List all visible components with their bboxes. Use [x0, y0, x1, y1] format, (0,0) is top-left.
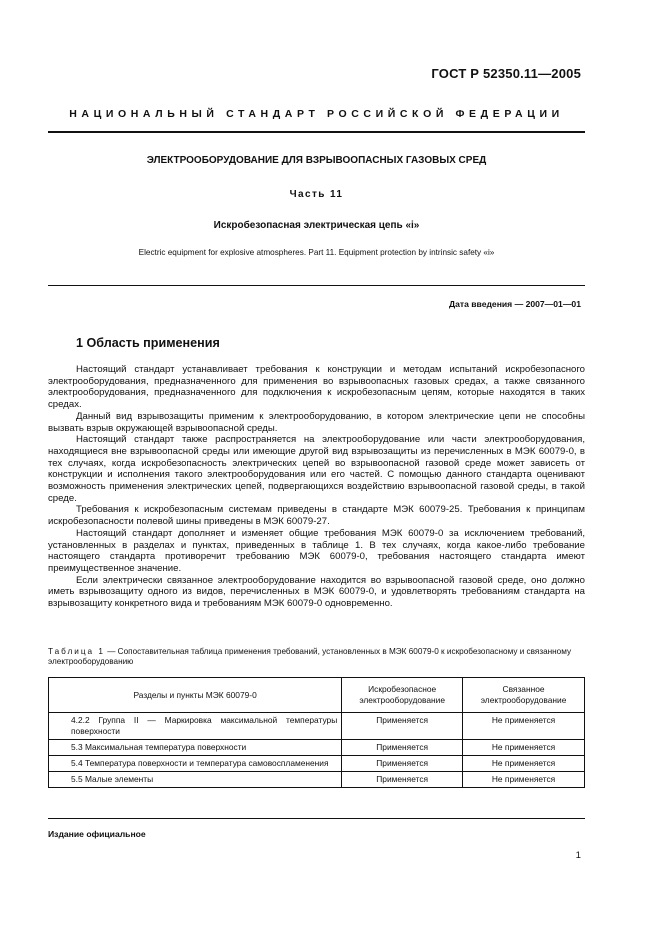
section-body	[48, 364, 585, 610]
paragraph: Настоящий стандарт устанавливает требования к конструкции и методам испытаний искробезопасного электрооборудования, предназначенного для применения во взрывоопасных газовых средах, а также связанного электрооборудования, предназначенного для подключения к искробезопасным цепям, которые находятся в таких средах.	[48, 364, 585, 411]
national-standard-banner: НАЦИОНАЛЬНЫЙ СТАНДАРТ РОССИЙСКОЙ ФЕДЕРАЦИИ	[69, 108, 564, 120]
comparison-table	[48, 677, 585, 788]
table-cell: Применяется	[342, 756, 463, 772]
table-cell-text: 5.4 Температура поверхности и температура самовоспламенения	[71, 758, 329, 768]
top-rule	[48, 131, 585, 133]
table-cell: Применяется	[342, 740, 463, 756]
table-cell: Не применяется	[463, 772, 585, 788]
table-cell-text: 5.3 Максимальная температура поверхности	[71, 742, 247, 752]
english-title: Electric equipment for explosive atmospheres. Part 11. Equipment protection by intrinsic safety «i»	[138, 248, 495, 257]
table-caption	[48, 647, 585, 668]
table-cell	[49, 772, 342, 788]
table-row	[49, 772, 585, 788]
table-row	[49, 713, 585, 740]
table-cell	[49, 756, 342, 772]
introduction-date: Дата введения — 2007—01—01	[448, 299, 581, 309]
table-header-cell: Связанное электрооборудование	[463, 678, 585, 713]
table-header-cell: Искробезопасное электрооборудование	[342, 678, 463, 713]
document-title: ЭЛЕКТРООБОРУДОВАНИЕ ДЛЯ ВЗРЫВООПАСНЫХ ГАЗОВЫХ СРЕД	[146, 155, 487, 166]
footer-rule	[48, 818, 585, 819]
title-rule	[48, 285, 585, 286]
table-caption-label: Таблица 1	[48, 647, 105, 656]
paragraph: Настоящий стандарт также распространяется на электрооборудование или части электрооборудования, находящиеся вне взрывоопасной среды или имеющие другой вид взрывозащиты из перечисленных в МЭК 60079-0, в тех случаях, когда искробезопасность электрических цепей во взрывоопасной газовой среде может зависеть от конструкции и исполнения такого электрооборудования или его частей. С помощью данного стандарта оценивают возможность применения электрических цепей, подвергающихся воздействию взрывоопасной газовой среды, в такой среде.	[48, 434, 585, 504]
table-header-row	[49, 678, 585, 713]
part-number: Часть 11	[289, 189, 344, 200]
paragraph: Настоящий стандарт дополняет и изменяет общие требования МЭК 60079-0 за исключением требований, установленных в разделах и пунктах, приведенных в таблице 1. В тех случаях, когда какое-либо требование настоящего стандарта противоречит требованию МЭК 60079-0, требования настоящего стандарта имеют преимущественное значение.	[48, 527, 585, 574]
paragraph: Если электрически связанное электрооборудование находится во взрывоопасной газовой среде, оно должно иметь взрывозащиту одного из видов, перечисленных в МЭК 60079-0, и удовлетворять требованиям стандарта на взрывозащиту конкретного вида и требованиям МЭК 60079-0 одновременно.	[48, 574, 585, 610]
table-header-cell: Разделы и пункты МЭК 60079-0	[49, 678, 342, 713]
table-cell-text: 4.2.2 Группа II — Маркировка максимальной температуры поверхности	[71, 715, 338, 736]
official-edition-note: Издание официальное	[48, 829, 146, 839]
table-cell: Не применяется	[463, 713, 585, 740]
paragraph: Данный вид взрывозащиты применим к электрооборудованию, в котором электрические цепи не способны вызвать взрыв окружающей взрывоопасной среды.	[48, 410, 585, 434]
table-caption-text: — Сопоставительная таблица применения требований, установленных в МЭК 60079-0 к искробезопасному и связанному электрооборудованию	[48, 647, 572, 667]
table-cell: Применяется	[342, 713, 463, 740]
table-cell	[49, 713, 342, 740]
paragraph: Требования к искробезопасным системам приведены в стандарте МЭК 60079-25. Требования к принципам искробезопасности полевой шины приведены в МЭК 60079-27.	[48, 504, 585, 528]
table-cell	[49, 740, 342, 756]
page-number: 1	[575, 850, 581, 861]
table-cell: Не применяется	[463, 740, 585, 756]
document-code: ГОСТ Р 52350.11—2005	[431, 66, 581, 81]
table-row	[49, 756, 585, 772]
table-cell: Не применяется	[463, 756, 585, 772]
document-subtitle: Искробезопасная электрическая цепь «i»	[213, 220, 420, 231]
table-row	[49, 740, 585, 756]
section-heading: 1 Область применения	[76, 336, 220, 350]
table-cell-text: 5.5 Малые элементы	[71, 774, 154, 784]
table-cell: Применяется	[342, 772, 463, 788]
